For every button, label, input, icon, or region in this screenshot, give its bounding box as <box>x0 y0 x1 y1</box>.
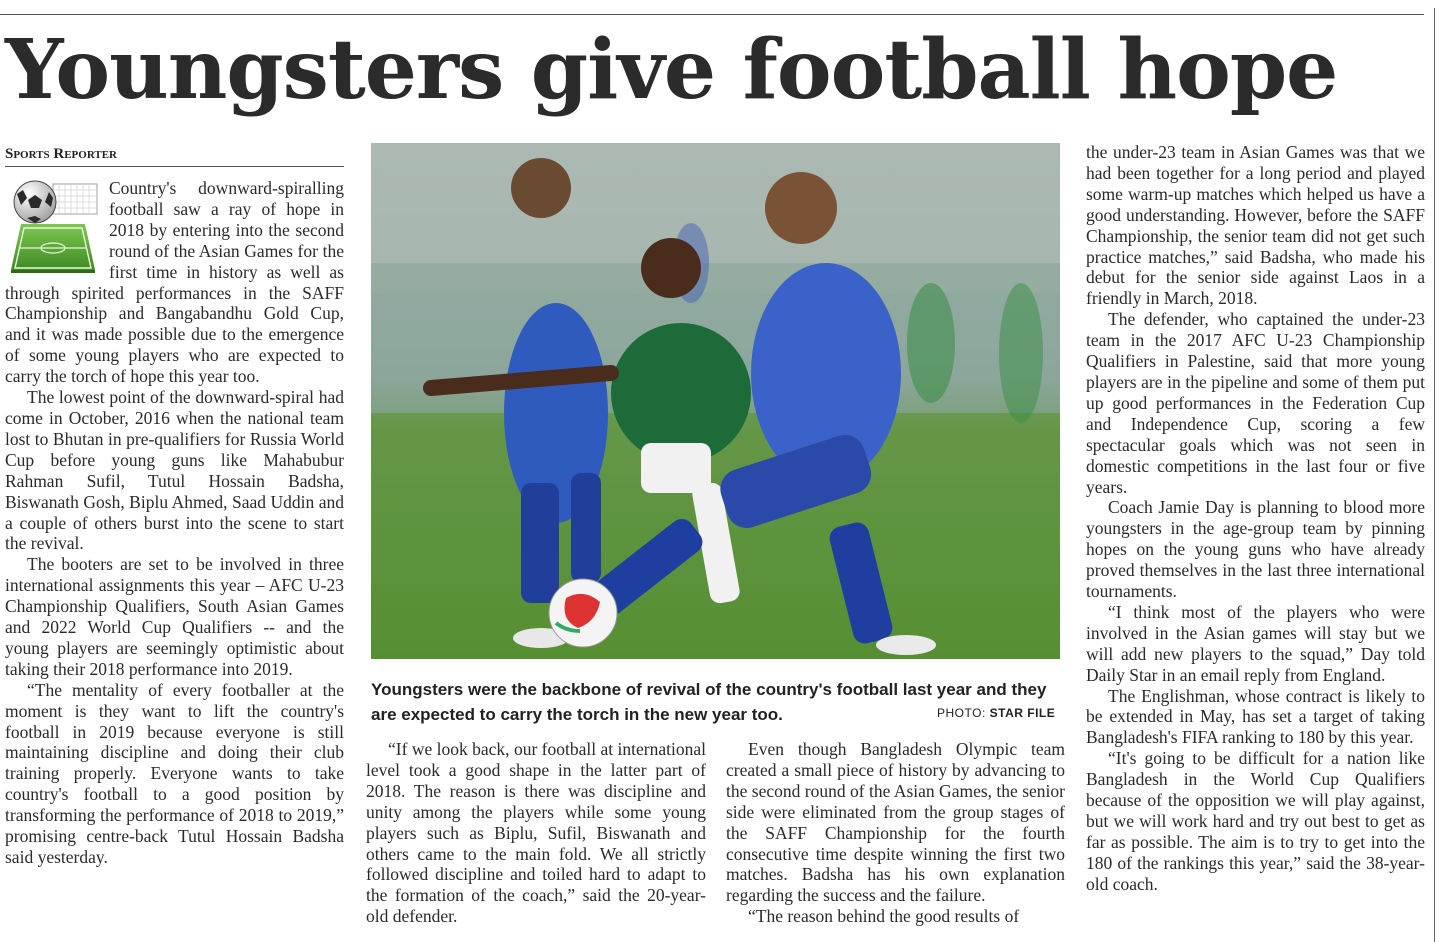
top-rule <box>0 14 1424 15</box>
paragraph: the under-23 team in Asian Games was that we had been together for a long period and played some warm-up matches which helped us have a good understanding. However, before the SAFF Championship, the senior team did not get such practice matches,” said Badsha, who made his debut for the senior side against Laos in a friendly in March, 2018. <box>1086 142 1425 309</box>
paragraph: The lowest point of the downward-spiral had come in October, 2016 when the national team lost to Bhutan in pre-qualifiers for Russia World Cup before young guns like Mahabubur Rahman Sufil, Tutul Hossain Badsha, Biswanath Gosh, Biplu Ahmed, Saad Uddin and a couple of others burst into the scene to start the revival. <box>5 387 344 554</box>
football-pitch-icon <box>5 178 101 274</box>
football-match-photo <box>371 143 1060 659</box>
paragraph: The defender, who captained the under-23 team in the 2017 AFC U-23 Championship Qualifiers in Palestine, said that more young players are in the pipeline and some of them put up good performances in the Federation Cup and Independence Cup, scoring a few spectacular goals which was not seen in domestic competitions in the last four or five years. <box>1086 309 1425 497</box>
headline: Youngsters give football hope <box>5 22 1338 118</box>
paragraph: The booters are set to be involved in three international assignments this year – AFC U-23 Championship Qualifiers, South Asian Games and 2022 World Cup Qualifiers -- and the young players are seemingly optimistic about taking their 2018 performance into 2019. <box>5 554 344 679</box>
paragraph: Even though Bangladesh Olympic team created a small piece of history by advancing to the second round of the Asian Games, the senior side were eliminated from the group stages of the SAFF Championship for the fourth consecutive time despite winning the first two matches. Badsha has his own explanation regarding the success and the failure. <box>726 739 1065 906</box>
paragraph: Country's downward-spiralling football saw a ray of hope in 2018 by entering into the second round of the Asian Games for the first time in history as well as through spirited performances in the SAFF Championship and Bangabandhu Gold Cup, and it was made possible due to the emergence of some young players who are expected to carry the torch of hope this year too. <box>5 178 344 387</box>
article-column-3 <box>726 739 1065 927</box>
paragraph: “The reason behind the good results of <box>748 906 1020 927</box>
paragraph: “I think most of the players who were involved in the Asian games will stay but we will add new players to the squad,” Day told Daily Star in an email reply from England. <box>1086 601 1425 685</box>
paragraph: Coach Jamie Day is planning to blood more youngsters in the age-group team by pinning hopes on the young guns who have already proved themselves in the last three international tournaments. <box>1086 497 1425 602</box>
article-column-4 <box>1086 142 1425 895</box>
paragraph: “The mentality of every footballer at the moment is they want to lift the country's football in 2019 because everyone is still maintaining discipline and doing their club training properly. Everyone wants to take country's football to a good position by transforming the performance of 2018 to 2019,” promising centre-back Tutul Hossain Badsha said yesterday. <box>5 679 344 867</box>
column-divider <box>1434 8 1435 942</box>
photo-credit <box>937 706 1055 720</box>
photo-credit-source: STAR FILE <box>989 706 1056 720</box>
paragraph: “It's going to be difficult for a nation like Bangladesh in the World Cup Qualifiers because of the opposition we will play against, but we will work hard and try out best to get as far as possible. The aim is to try to get into the 180 of the rankings this year,” said the 38-year-old coach. <box>1086 748 1425 894</box>
byline: Sports Reporter <box>5 146 344 167</box>
article-column-2 <box>366 739 706 927</box>
photo-caption: Youngsters were the backbone of revival of the country's football last year and they are expected to carry the torch in the new year too. <box>371 680 1047 724</box>
paragraph: “If we look back, our football at international level took a good shape in the latter part of 2018. The reason is there was discipline and unity among the players while some young players such as Biplu, Sufil, Biswanath and others came to the main fold. We all strictly followed discipline and toiled hard to adapt to the formation of the coach,” said the 20-year-old defender. <box>366 739 706 927</box>
photo-credit-label: PHOTO: <box>937 706 990 720</box>
paragraph: The Englishman, whose contract is likely to be extended in May, has set a target of taking Bangladesh's FIFA ranking to 180 by this year. <box>1086 685 1425 748</box>
article-column-1 <box>5 178 344 868</box>
